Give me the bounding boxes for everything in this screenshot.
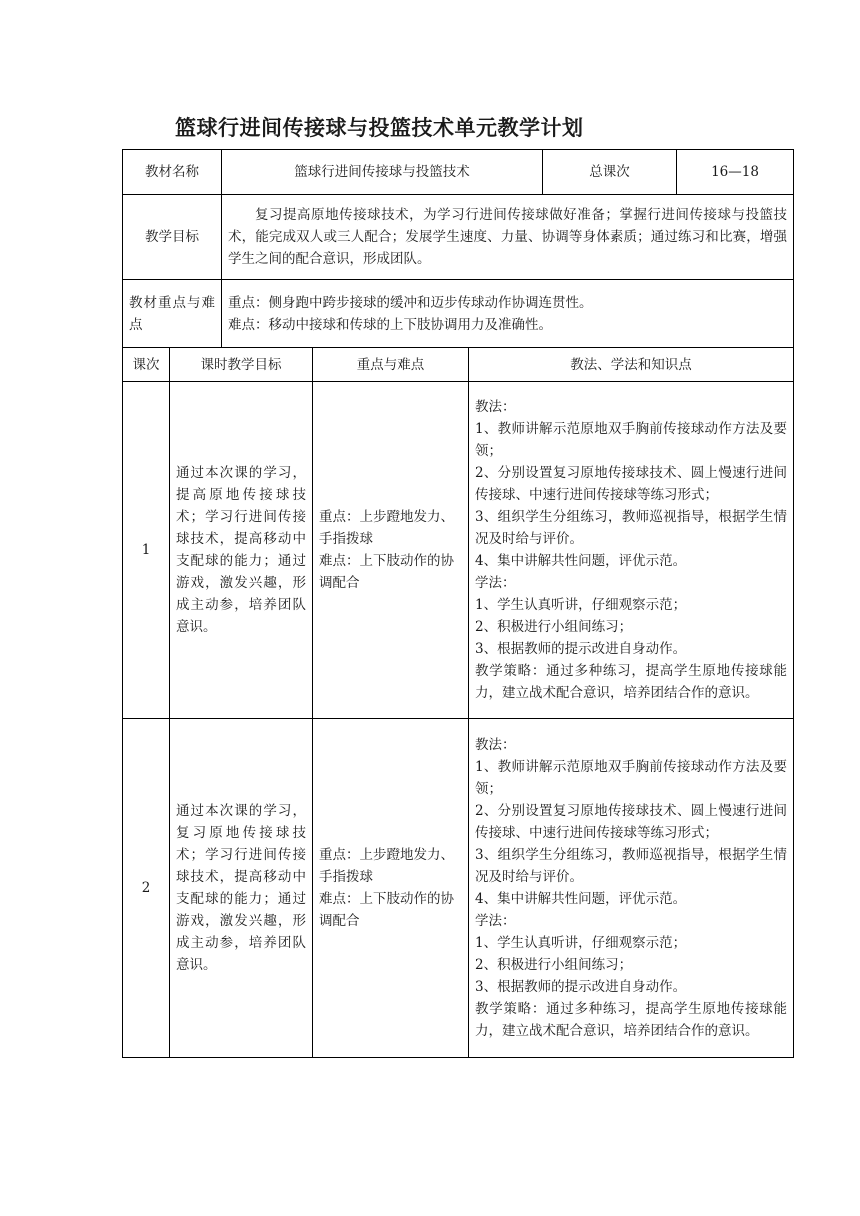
method-line: 学法：: [475, 575, 516, 591]
method-line: 1、教师讲解示范原地双手胸前传接球动作方法及要领；: [475, 759, 787, 797]
lesson-header-row: [123, 348, 794, 382]
lesson-key-focus: 重点：上步蹬地发力、手指拨球: [319, 509, 454, 547]
method-line: 1、学生认真听讲，仔细观察示范；: [475, 597, 687, 613]
keypoint-label: 教材重点与难点: [123, 280, 222, 348]
total-lessons-value: 16—18: [677, 150, 794, 195]
lesson-keypoints: [313, 382, 469, 719]
method-line: 教学策略：通过多种练习，提高学生原地传接球能力，建立战术配合意识，培养团结合作的意识。: [475, 1001, 787, 1039]
lesson-method: [469, 719, 794, 1058]
lesson-goal: 通过本次课的学习，提高原地传接球技术；学习行进间传接球技术，提高移动中支配球的能力；通过游戏，激发兴趣，形成主动参，培养团队意识。: [170, 382, 313, 719]
method-line: 3、组织学生分组练习，教师巡视指导，根据学生情况及时给与评价。: [475, 847, 787, 885]
total-lessons-label: 总课次: [543, 150, 677, 195]
method-line: 1、学生认真听讲，仔细观察示范；: [475, 935, 687, 951]
material-row: [123, 150, 794, 195]
page-title: 篮球行进间传接球与投篮技术单元教学计划: [175, 115, 584, 140]
lesson-row: [123, 719, 794, 1058]
col-header-key: 重点与难点: [313, 348, 469, 382]
lesson-number: 2: [123, 719, 170, 1058]
method-line: 3、组织学生分组练习，教师巡视指导，根据学生情况及时给与评价。: [475, 509, 787, 547]
lesson-key-focus: 重点：上步蹬地发力、手指拨球: [319, 847, 454, 885]
method-line: 2、积极进行小组间练习；: [475, 619, 633, 635]
col-header-goal: 课时教学目标: [170, 348, 313, 382]
method-line: 教学策略：通过多种练习，提高学生原地传接球能力，建立战术配合意识，培养团结合作的意识。: [475, 663, 787, 701]
lesson-keypoints: [313, 719, 469, 1058]
material-label: 教材名称: [123, 150, 222, 195]
method-line: 2、积极进行小组间练习；: [475, 957, 633, 973]
lesson-number: 1: [123, 382, 170, 719]
keypoint-row: [123, 280, 794, 348]
method-line: 3、根据教师的提示改进自身动作。: [475, 641, 687, 657]
goal-label: 教学目标: [123, 195, 222, 280]
unit-info-table: [122, 149, 794, 348]
col-header-method: 教法、学法和知识点: [469, 348, 794, 382]
col-header-num: 课次: [123, 348, 170, 382]
goal-row: [123, 195, 794, 280]
goal-value: 复习提高原地传接球技术，为学习行进间传接球做好准备；掌握行进间传接球与投篮技术，能完成双人或三人配合；发展学生速度、力量、协调等身体素质；通过练习和比赛，增强学生之间的配合意识，形成团队。: [222, 195, 794, 280]
lesson-method: [469, 382, 794, 719]
keypoint-value: [222, 280, 794, 348]
method-line: 学法：: [475, 913, 516, 929]
keypoint-line-1: 重点：侧身跑中跨步接球的缓冲和迈步传球动作协调连贯性。: [228, 294, 593, 311]
method-line: 1、教师讲解示范原地双手胸前传接球动作方法及要领；: [475, 421, 787, 459]
method-line: 4、集中讲解共性问题，评优示范。: [475, 891, 687, 907]
method-line: 教法：: [475, 399, 516, 415]
lesson-goal: 通过本次课的学习，复习原地传接球技术；学习行进间传接球技术，提高移动中支配球的能力；通过游戏，激发兴趣，形成主动参，培养团队意识。: [170, 719, 313, 1058]
lesson-table: [122, 347, 794, 1058]
method-line: 2、分别设置复习原地传接球技术、圆上慢速行进间传接球、中速行进间传接球等练习形式；: [475, 465, 787, 503]
lesson-key-difficulty: 难点：上下肢动作的协调配合: [319, 891, 454, 929]
method-line: 3、根据教师的提示改进自身动作。: [475, 979, 687, 995]
method-line: 4、集中讲解共性问题，评优示范。: [475, 553, 687, 569]
lesson-row: [123, 382, 794, 719]
keypoint-line-2: 难点：移动中接球和传球的上下肢协调用力及准确性。: [228, 316, 552, 333]
material-value: 篮球行进间传接球与投篮技术: [222, 150, 543, 195]
lesson-key-difficulty: 难点：上下肢动作的协调配合: [319, 553, 454, 591]
method-line: 教法：: [475, 737, 516, 753]
method-line: 2、分别设置复习原地传接球技术、圆上慢速行进间传接球、中速行进间传接球等练习形式；: [475, 803, 787, 841]
